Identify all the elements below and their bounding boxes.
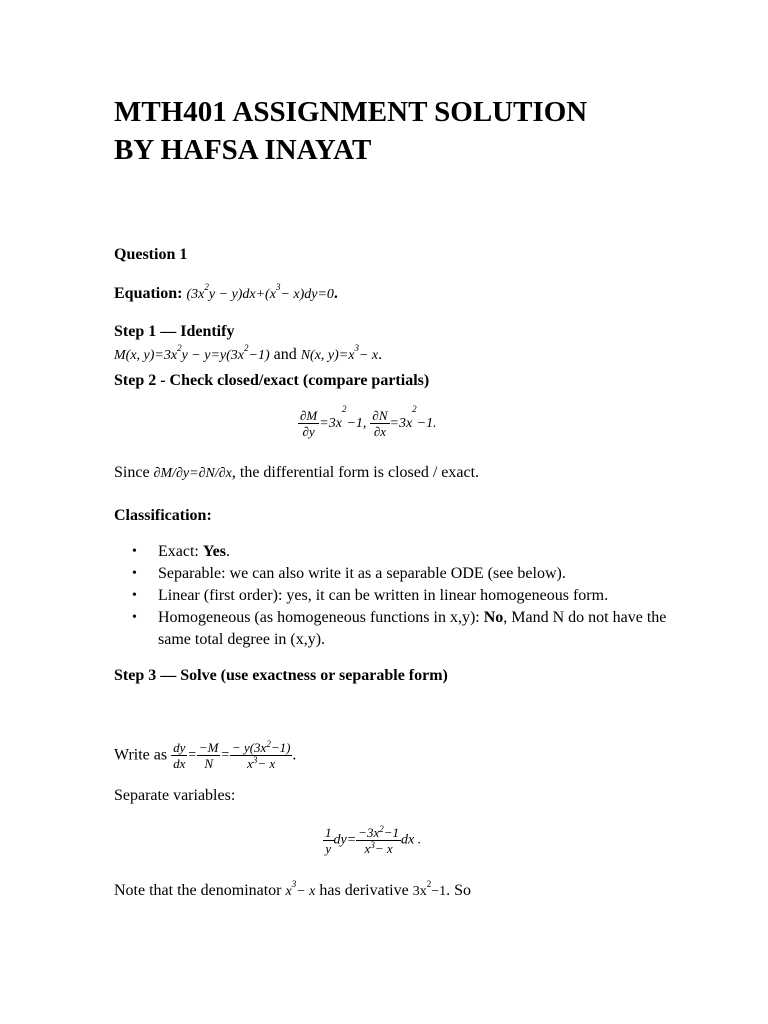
question-heading: Question 1: [114, 246, 188, 263]
classification-list: [132, 541, 692, 651]
document-title: [114, 93, 587, 169]
separated-rhs-fraction: $\frac{-3x^2-1}{x^3- x}$: [358, 824, 399, 856]
equation-label: Equation:: [114, 285, 183, 302]
equation-line: Equation: $(3x^2y - y)dx+(x^3- x)dy=0$.: [114, 282, 338, 302]
step2-heading: Step 2 - Check closed/exact (compare partials): [114, 372, 430, 389]
one-over-y-fraction: $\frac{1}{y}$: [325, 825, 332, 856]
title-line-2: BY HAFSA INAYAT: [114, 134, 372, 166]
equation-math: $(3x^2y - y)dx+(x^3- x)dy=0$: [186, 282, 334, 302]
rhs-fraction: $\frac{- y(3x^2-1)}{x^3- x}$: [231, 739, 291, 771]
note-math-1: $x^3- x$: [285, 879, 316, 899]
dy-dx-fraction: $\frac{dy}{dx}$: [173, 740, 186, 771]
note-math-2: $3x^2-1$: [412, 879, 447, 899]
list-item: • Separable: we can also write it as a separable ODE (see below).: [132, 563, 692, 585]
dn-dx-fraction: $\frac{\partial N}{\partial x}$: [372, 408, 388, 439]
minus-m-over-n-fraction: $\frac{-M}{N}$: [198, 740, 219, 771]
step3-heading: Step 3 — Solve (use exactness or separable form): [114, 667, 448, 684]
separate-variables-text: Separate variables:: [114, 787, 236, 804]
since-line: Since ∂M/∂y=∂N/∂x, the differential form is closed / exact.: [114, 464, 480, 481]
since-math: ∂M/∂y=∂N/∂x: [153, 466, 232, 481]
dm-dy-fraction: $\frac{\partial M}{\partial y}$: [300, 408, 318, 439]
list-item: • Homogeneous (as homogeneous functions in x,y): No, Mand N do not have the same total degree in (x,y).: [132, 607, 692, 651]
n-definition: N(x, $y)=x^3- x$: [300, 343, 379, 363]
write-as-line: Write as $\frac{dy}{dx}$ = $\frac{-M}{N}$ = $\frac{- y(3x^2-1)}{x^3- x}$ .: [114, 739, 297, 771]
list-item: • Linear (first order): yes, it can be written in linear homogeneous form.: [132, 585, 692, 607]
step1-line: M(x, $y)=3x^2y - y=y(3x^2-1)$ and N(x, $y)=x^3- x$.: [114, 343, 383, 363]
partials-equation: $\frac{\partial M}{\partial y}$ $=3x^2-1$, $\frac{\partial N}{\partial x}$ $=3x^2-1$.: [300, 404, 437, 439]
list-item: • Exact: Yes.: [132, 541, 692, 563]
separated-equation: $\frac{1}{y}$ dy= $\frac{-3x^2-1}{x^3- x}$ dx .: [325, 824, 422, 856]
note-line: Note that the denominator $x^3- x$ has derivative $3x^2-1$. So: [114, 879, 472, 899]
m-definition: M(x, $y)=3x^2y - y=y(3x^2-1)$: [114, 343, 270, 363]
step1-heading: Step 1 — Identify: [114, 323, 235, 340]
title-line-1: MTH401 ASSIGNMENT SOLUTION: [114, 96, 588, 128]
classification-heading: Classification:: [114, 507, 212, 524]
